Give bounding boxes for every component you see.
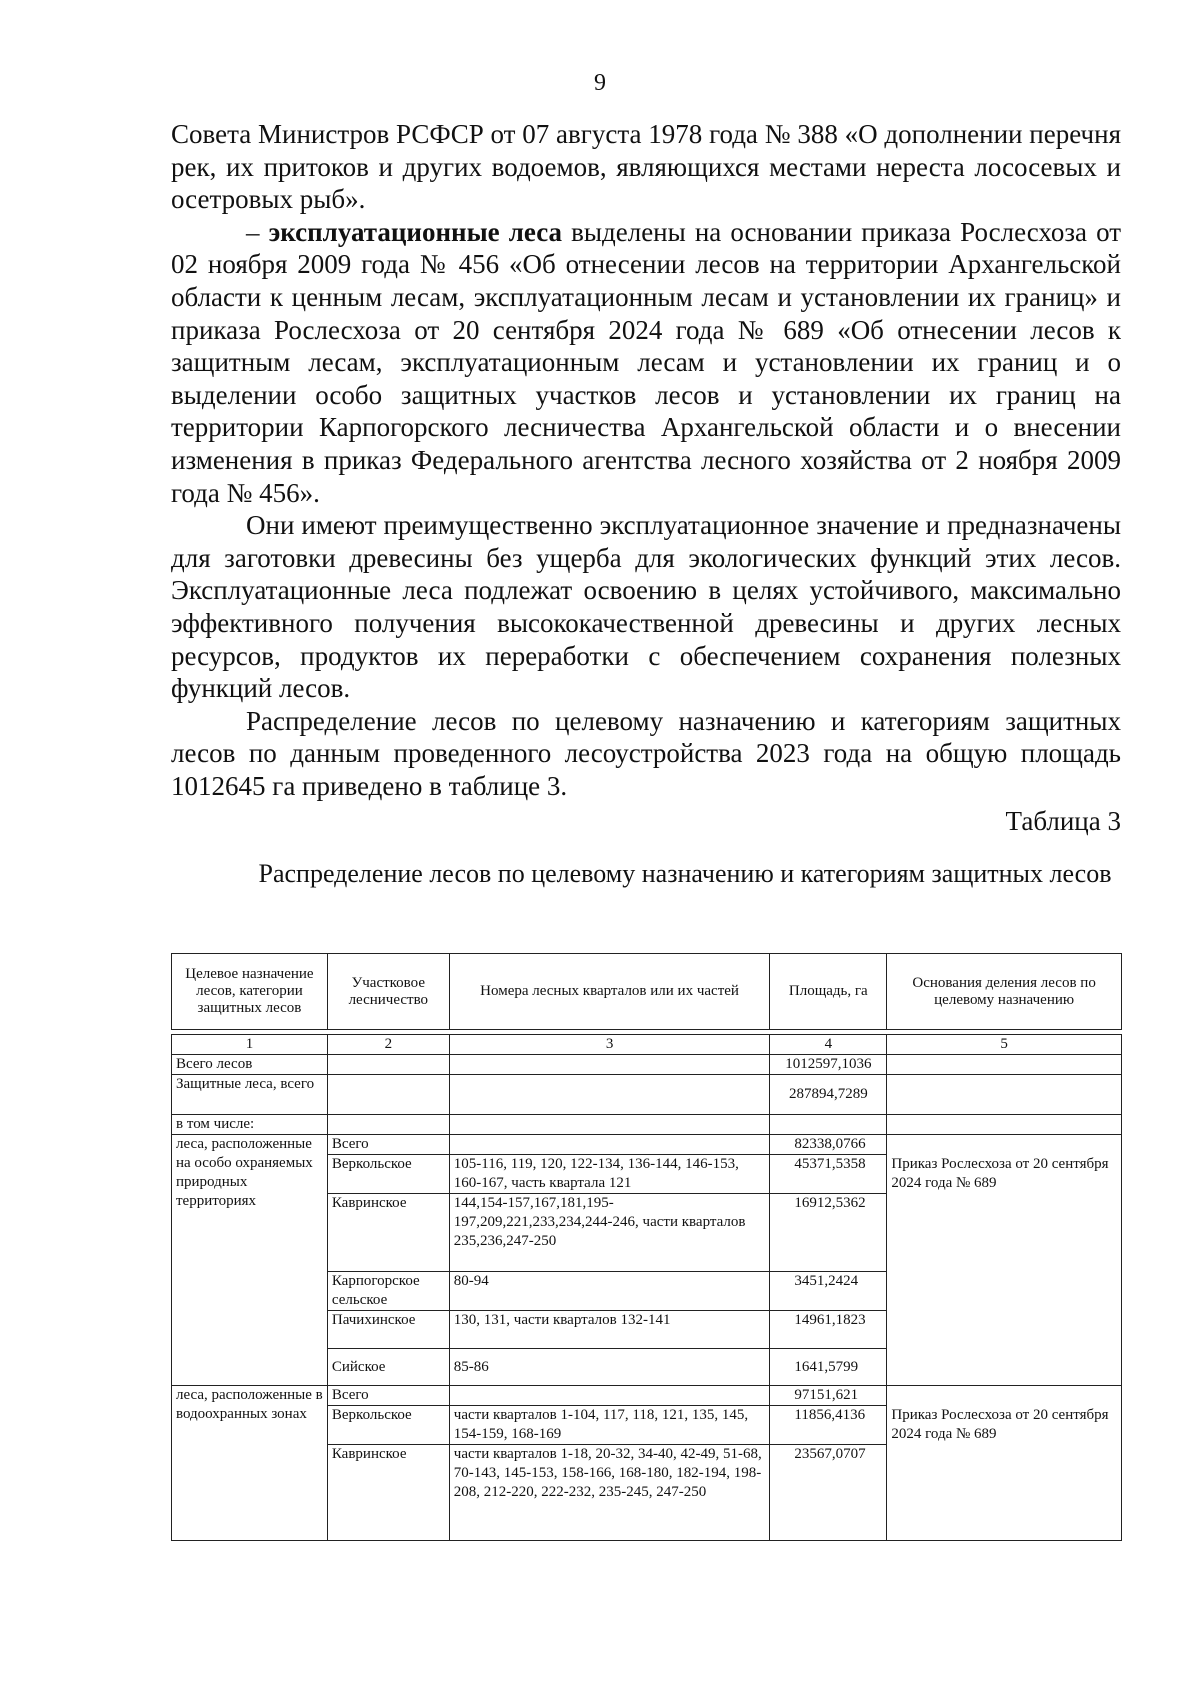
table-title: Распределение лесов по целевому назначению и категориям защитных лесов: [258, 859, 1112, 888]
table-row: [172, 1386, 1122, 1406]
area-cell: 23567,0707: [770, 1445, 887, 1541]
table-label: Таблица 3: [1005, 806, 1121, 836]
area-cell: 14961,1823: [770, 1311, 887, 1349]
header-cell: Основания деления лесов по целевому назначению: [887, 954, 1122, 1030]
category-cell: леса, расположенные в водоохранных зонах: [172, 1386, 328, 1541]
area-cell: 1641,5799: [770, 1349, 887, 1386]
forestry-cell: Пачихинское: [327, 1311, 449, 1349]
forestry-cell: Веркольское: [327, 1406, 449, 1445]
header-row: [172, 954, 1122, 1030]
area-cell: 3451,2424: [770, 1272, 887, 1311]
area-cell: 16912,5362: [770, 1194, 887, 1272]
column-number: 2: [327, 1035, 449, 1055]
area-cell: 11856,4136: [770, 1406, 887, 1445]
forestry-cell: Карпогорское сельское: [327, 1272, 449, 1311]
table-row: [172, 1075, 1122, 1115]
header-cell: Площадь, га: [770, 954, 887, 1030]
column-number: 4: [770, 1035, 887, 1055]
basis-cell: Приказ Рослесхоза от 20 сентября 2024 года № 689: [887, 1386, 1122, 1541]
forestry-cell: Веркольское: [327, 1155, 449, 1194]
paragraph-2-term: эксплуатационные леса: [268, 216, 563, 247]
forestry-cell: Кавринское: [327, 1445, 449, 1541]
quarters-cell: части кварталов 1-104, 117, 118, 121, 135, 145, 154-159, 168-169: [449, 1406, 770, 1445]
area-cell: 97151,621: [770, 1386, 887, 1406]
quarters-cell: 105-116, 119, 120, 122-134, 136-144, 146-153, 160-167, часть квартала 121: [449, 1155, 770, 1194]
area-cell: 1012597,1036: [770, 1055, 887, 1075]
paragraph-2-text: выделены на основании приказа Рослесхоза от 02 ноября 2009 года № 456 «Об отнесении лесов на территории Архангельской области к ценным лесам, эксплуатационным лесам и установлении их границ» и приказа Рослесхоза от 20 сентября 2024 года № 689 «Об отнесении лесов к защитным лесам, эксплуатационным лесам и установлении их границ и о выделении особо защитных участков лесов и установлении их границ на территории Карпогорского лесничества Архангельской области и о внесении изменения в приказ Федерального агентства лесного хозяйства от 2 ноября 2009 года № 456».: [171, 216, 1122, 508]
table-header: [171, 953, 1122, 1030]
header-cell: Целевое назначение лесов, категории защитных лесов: [172, 954, 328, 1030]
table-row: [172, 1055, 1122, 1075]
category-cell: леса, расположенные на особо охраняемых природных территориях: [172, 1135, 328, 1386]
paragraph-2-dash: –: [246, 216, 269, 247]
page-number: 9: [594, 70, 606, 96]
basis-cell: Приказ Рослесхоза от 20 сентября 2024 года № 689: [887, 1135, 1122, 1386]
paragraph-4: Распределение лесов по целевому назначению и категориям защитных лесов по данным проведенного лесоустройства 2023 года на общую площадь 1012645 га приведено в таблице 3.: [171, 705, 1121, 801]
column-number: 1: [172, 1035, 328, 1055]
body-text: [171, 118, 1121, 802]
table-row: [172, 1115, 1122, 1135]
quarters-cell: части кварталов 1-18, 20-32, 34-40, 42-49, 51-68, 70-143, 145-153, 158-166, 168-180, 182-194, 198-208, 212-220, 222-232, 235-245, 247-250: [449, 1445, 770, 1541]
category-cell: в том числе:: [172, 1115, 328, 1135]
forestry-cell: Всего: [327, 1386, 449, 1406]
column-number: 3: [449, 1035, 770, 1055]
table-body: [171, 1034, 1122, 1541]
column-number-row: [172, 1035, 1122, 1055]
forestry-cell: Всего: [327, 1135, 449, 1155]
quarters-cell: 80-94: [449, 1272, 770, 1311]
area-cell: 82338,0766: [770, 1135, 887, 1155]
header-cell: Участковое лесничество: [327, 954, 449, 1030]
header-cell: Номера лесных кварталов или их частей: [449, 954, 770, 1030]
table-row: [172, 1135, 1122, 1155]
paragraph-3: Они имеют преимущественно эксплуатационное значение и предназначены для заготовки древесины без ущерба для экологических функций этих лесов. Эксплуатационные леса подлежат освоению в целях устойчивого, максимально эффективного получения высококачественной древесины и других лесных ресурсов, продуктов их переработки с обеспечением сохранения полезных функций лесов.: [171, 510, 1121, 704]
category-cell: Всего лесов: [172, 1055, 328, 1075]
column-number: 5: [887, 1035, 1122, 1055]
forestry-cell: Сийское: [327, 1349, 449, 1386]
category-cell: Защитные леса, всего: [172, 1075, 328, 1115]
forestry-cell: Кавринское: [327, 1194, 449, 1272]
area-cell: 45371,5358: [770, 1155, 887, 1194]
quarters-cell: 85-86: [449, 1349, 770, 1386]
paragraph-1: Совета Министров РСФСР от 07 августа 1978 года № 388 «О дополнении перечня рек, их притоков и других водоемов, являющихся местами нереста лососевых и осетровых рыб».: [171, 119, 1121, 215]
paragraph-2: [171, 216, 1121, 509]
area-cell: 287894,7289: [770, 1075, 887, 1115]
quarters-cell: 130, 131, части кварталов 132-141: [449, 1311, 770, 1349]
quarters-cell: 144,154-157,167,181,195-197,209,221,233,234,244-246, части кварталов 235,236,247-250: [449, 1194, 770, 1272]
